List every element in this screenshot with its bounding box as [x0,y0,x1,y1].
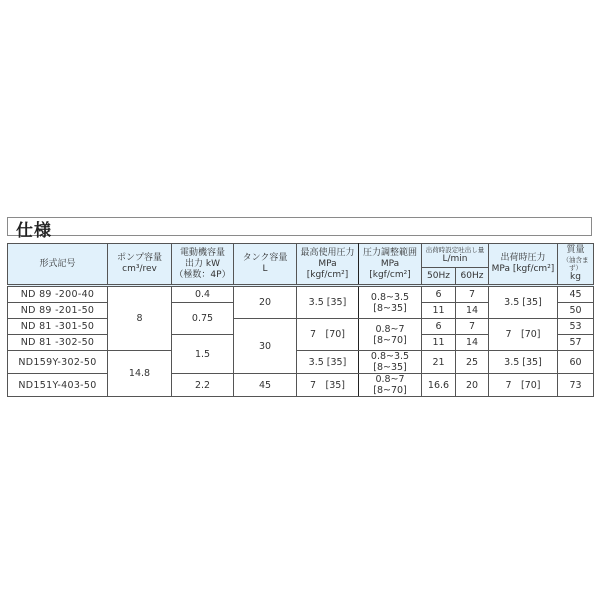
header-tank-capacity-unit: L [262,264,268,274]
header-model: 形式記号 [8,244,108,286]
cell-tank-capacity: 20 [234,286,297,319]
cell-max-pressure: 3.5 [35] [297,351,359,374]
header-pump-capacity-label: ポンプ容量 [116,253,162,263]
header-pressure-range-unit: MPa [kgf/cm²] [369,258,411,280]
cell-pressure-range: 0.8~3.5 [8~35] [359,351,422,374]
header-max-pressure-unit: MPa [kgf/cm²] [306,258,349,280]
cell-60hz: 20 [456,374,489,397]
cell-50hz: 11 [422,303,456,319]
cell-model: ND 81 -301-50 [8,319,108,335]
header-mass-label: 質量 [566,245,585,255]
cell-motor-capacity: 0.75 [172,303,234,335]
cell-60hz: 7 [456,286,489,303]
table-row [8,286,594,303]
header-pump-capacity [108,244,172,286]
header-max-pressure [297,244,359,286]
header-pressure-range [359,244,422,286]
cell-pressure-range: 0.8~7 [8~70] [359,319,422,351]
cell-60hz: 7 [456,319,489,335]
header-max-pressure-label: 最高使用圧力 [300,247,355,258]
cell-mass: 73 [558,374,594,397]
table-row [8,351,594,374]
cell-ship-pressure: 7 [70] [489,319,558,351]
cell-pump-capacity: 14.8 [108,351,172,397]
table-row [8,319,594,335]
header-mass-unit: kg [570,272,581,282]
cell-mass: 50 [558,303,594,319]
header-motor-capacity-label: 電動機容量 [179,247,225,258]
cell-pressure-range: 0.8~3.5 [8~35] [359,286,422,319]
cell-60hz: 25 [456,351,489,374]
spec-table [7,243,594,397]
cell-mass: 45 [558,286,594,303]
cell-50hz: 11 [422,335,456,351]
cell-mass: 53 [558,319,594,335]
header-discharge-label: 出荷時設定吐出し量 [425,246,485,254]
header-pressure-range-label: 圧力調整範囲 [362,247,417,258]
header-discharge-unit: L/min [442,254,468,264]
cell-model: ND 89 -201-50 [8,303,108,319]
header-ship-pressure-unit: MPa [kgf/cm²] [491,264,555,274]
cell-pump-capacity: 8 [108,286,172,351]
cell-ship-pressure: 3.5 [35] [489,351,558,374]
cell-60hz: 14 [456,303,489,319]
cell-50hz: 6 [422,319,456,335]
cell-max-pressure: 7 [35] [297,374,359,397]
header-motor-poles: （極数：4P） [174,269,231,280]
section-title: 仕様 [16,221,52,241]
header-discharge [422,244,489,268]
header-ship-pressure-label: 出荷時圧力 [500,253,546,263]
table-row [8,374,594,397]
header-motor-capacity-unit: 出力 kW [185,258,220,269]
cell-model: ND151Y-403-50 [8,374,108,397]
header-ship-pressure [489,244,558,286]
cell-motor-capacity: 1.5 [172,335,234,374]
cell-max-pressure: 7 [70] [297,319,359,351]
cell-50hz: 21 [422,351,456,374]
cell-tank-capacity: 30 [234,319,297,374]
header-50hz: 50Hz [422,268,456,286]
cell-tank-capacity: 45 [234,374,297,397]
cell-60hz: 14 [456,335,489,351]
header-mass-note: （油含まず） [562,256,589,272]
cell-motor-capacity: 0.4 [172,286,234,303]
header-mass [558,244,594,286]
header-tank-capacity-label: タンク容量 [242,253,288,263]
cell-ship-pressure: 3.5 [35] [489,286,558,319]
header-motor-capacity [172,244,234,286]
cell-mass: 60 [558,351,594,374]
cell-motor-capacity: 2.2 [172,374,234,397]
cell-mass: 57 [558,335,594,351]
cell-pressure-range: 0.8~7 [8~70] [359,374,422,397]
cell-50hz: 16.6 [422,374,456,397]
cell-model: ND 81 -302-50 [8,335,108,351]
cell-ship-pressure: 7 [70] [489,374,558,397]
section-title-box [7,217,592,241]
header-pump-capacity-unit: cm³/rev [122,264,157,274]
header-tank-capacity [234,244,297,286]
cell-model: ND 89 -200-40 [8,286,108,303]
cell-model: ND159Y-302-50 [8,351,108,374]
cell-50hz: 6 [422,286,456,303]
header-60hz: 60Hz [456,268,489,286]
cell-max-pressure: 3.5 [35] [297,286,359,319]
